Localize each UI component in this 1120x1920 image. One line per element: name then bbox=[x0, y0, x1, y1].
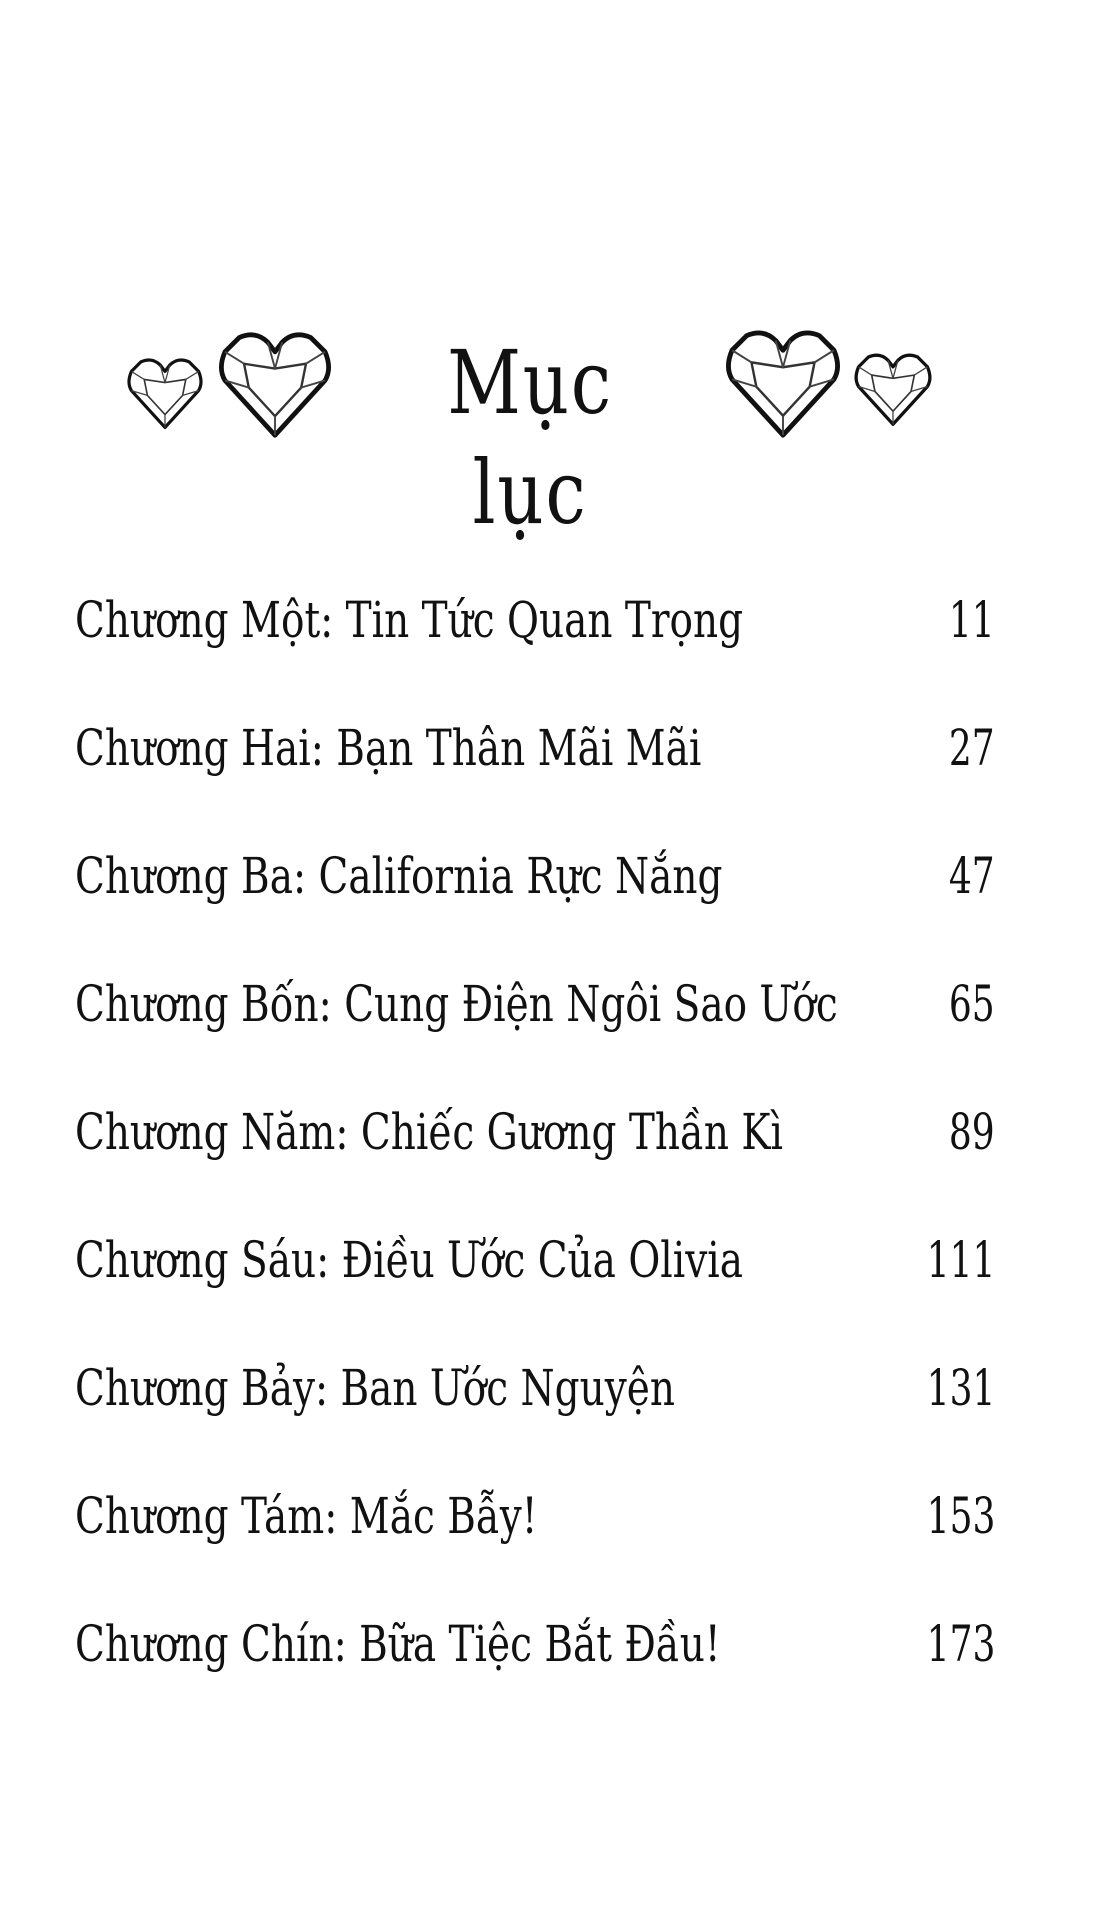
chapter-title: Chương Bảy: Ban Ước Nguyện bbox=[75, 1359, 675, 1417]
chapter-title: Chương Bốn: Cung Điện Ngôi Sao Ước bbox=[75, 975, 838, 1033]
toc-entry[interactable] bbox=[75, 831, 995, 959]
toc-header bbox=[0, 310, 1120, 544]
page-number: 65 bbox=[949, 975, 995, 1033]
page-number: 131 bbox=[926, 1359, 995, 1417]
diamond-heart-icon bbox=[125, 355, 205, 431]
toc-entry[interactable] bbox=[75, 1087, 995, 1215]
chapter-title: Chương Một: Tin Tức Quan Trọng bbox=[75, 591, 744, 649]
page-number: 47 bbox=[949, 847, 995, 905]
toc-entry[interactable] bbox=[75, 959, 995, 1087]
page-number: 111 bbox=[926, 1231, 995, 1289]
page-number: 27 bbox=[949, 719, 995, 777]
toc-entry[interactable] bbox=[75, 1471, 995, 1599]
toc-entry[interactable] bbox=[75, 1343, 995, 1471]
toc-entry[interactable] bbox=[75, 575, 995, 703]
toc-entry[interactable] bbox=[75, 1215, 995, 1343]
chapter-title: Chương Ba: California Rực Nắng bbox=[75, 847, 723, 905]
diamond-heart-icon bbox=[215, 328, 335, 440]
toc-entry[interactable] bbox=[75, 1599, 995, 1727]
chapter-title: Chương Tám: Mắc Bẫy! bbox=[75, 1487, 538, 1545]
diamond-heart-icon bbox=[722, 326, 844, 440]
page-number: 153 bbox=[926, 1487, 995, 1545]
page-number: 11 bbox=[949, 591, 995, 649]
toc-entry[interactable] bbox=[75, 703, 995, 831]
page-number: 89 bbox=[949, 1103, 995, 1161]
table-of-contents bbox=[75, 575, 995, 1727]
page-number: 173 bbox=[926, 1615, 995, 1673]
chapter-title: Chương Năm: Chiếc Gương Thần Kì bbox=[75, 1103, 783, 1161]
page-title: Mục lục bbox=[447, 331, 613, 544]
chapter-title: Chương Chín: Bữa Tiệc Bắt Đầu! bbox=[75, 1615, 721, 1673]
diamond-heart-icon bbox=[852, 350, 934, 428]
chapter-title: Chương Hai: Bạn Thân Mãi Mãi bbox=[75, 719, 702, 777]
chapter-title: Chương Sáu: Điều Ước Của Olivia bbox=[75, 1231, 743, 1289]
